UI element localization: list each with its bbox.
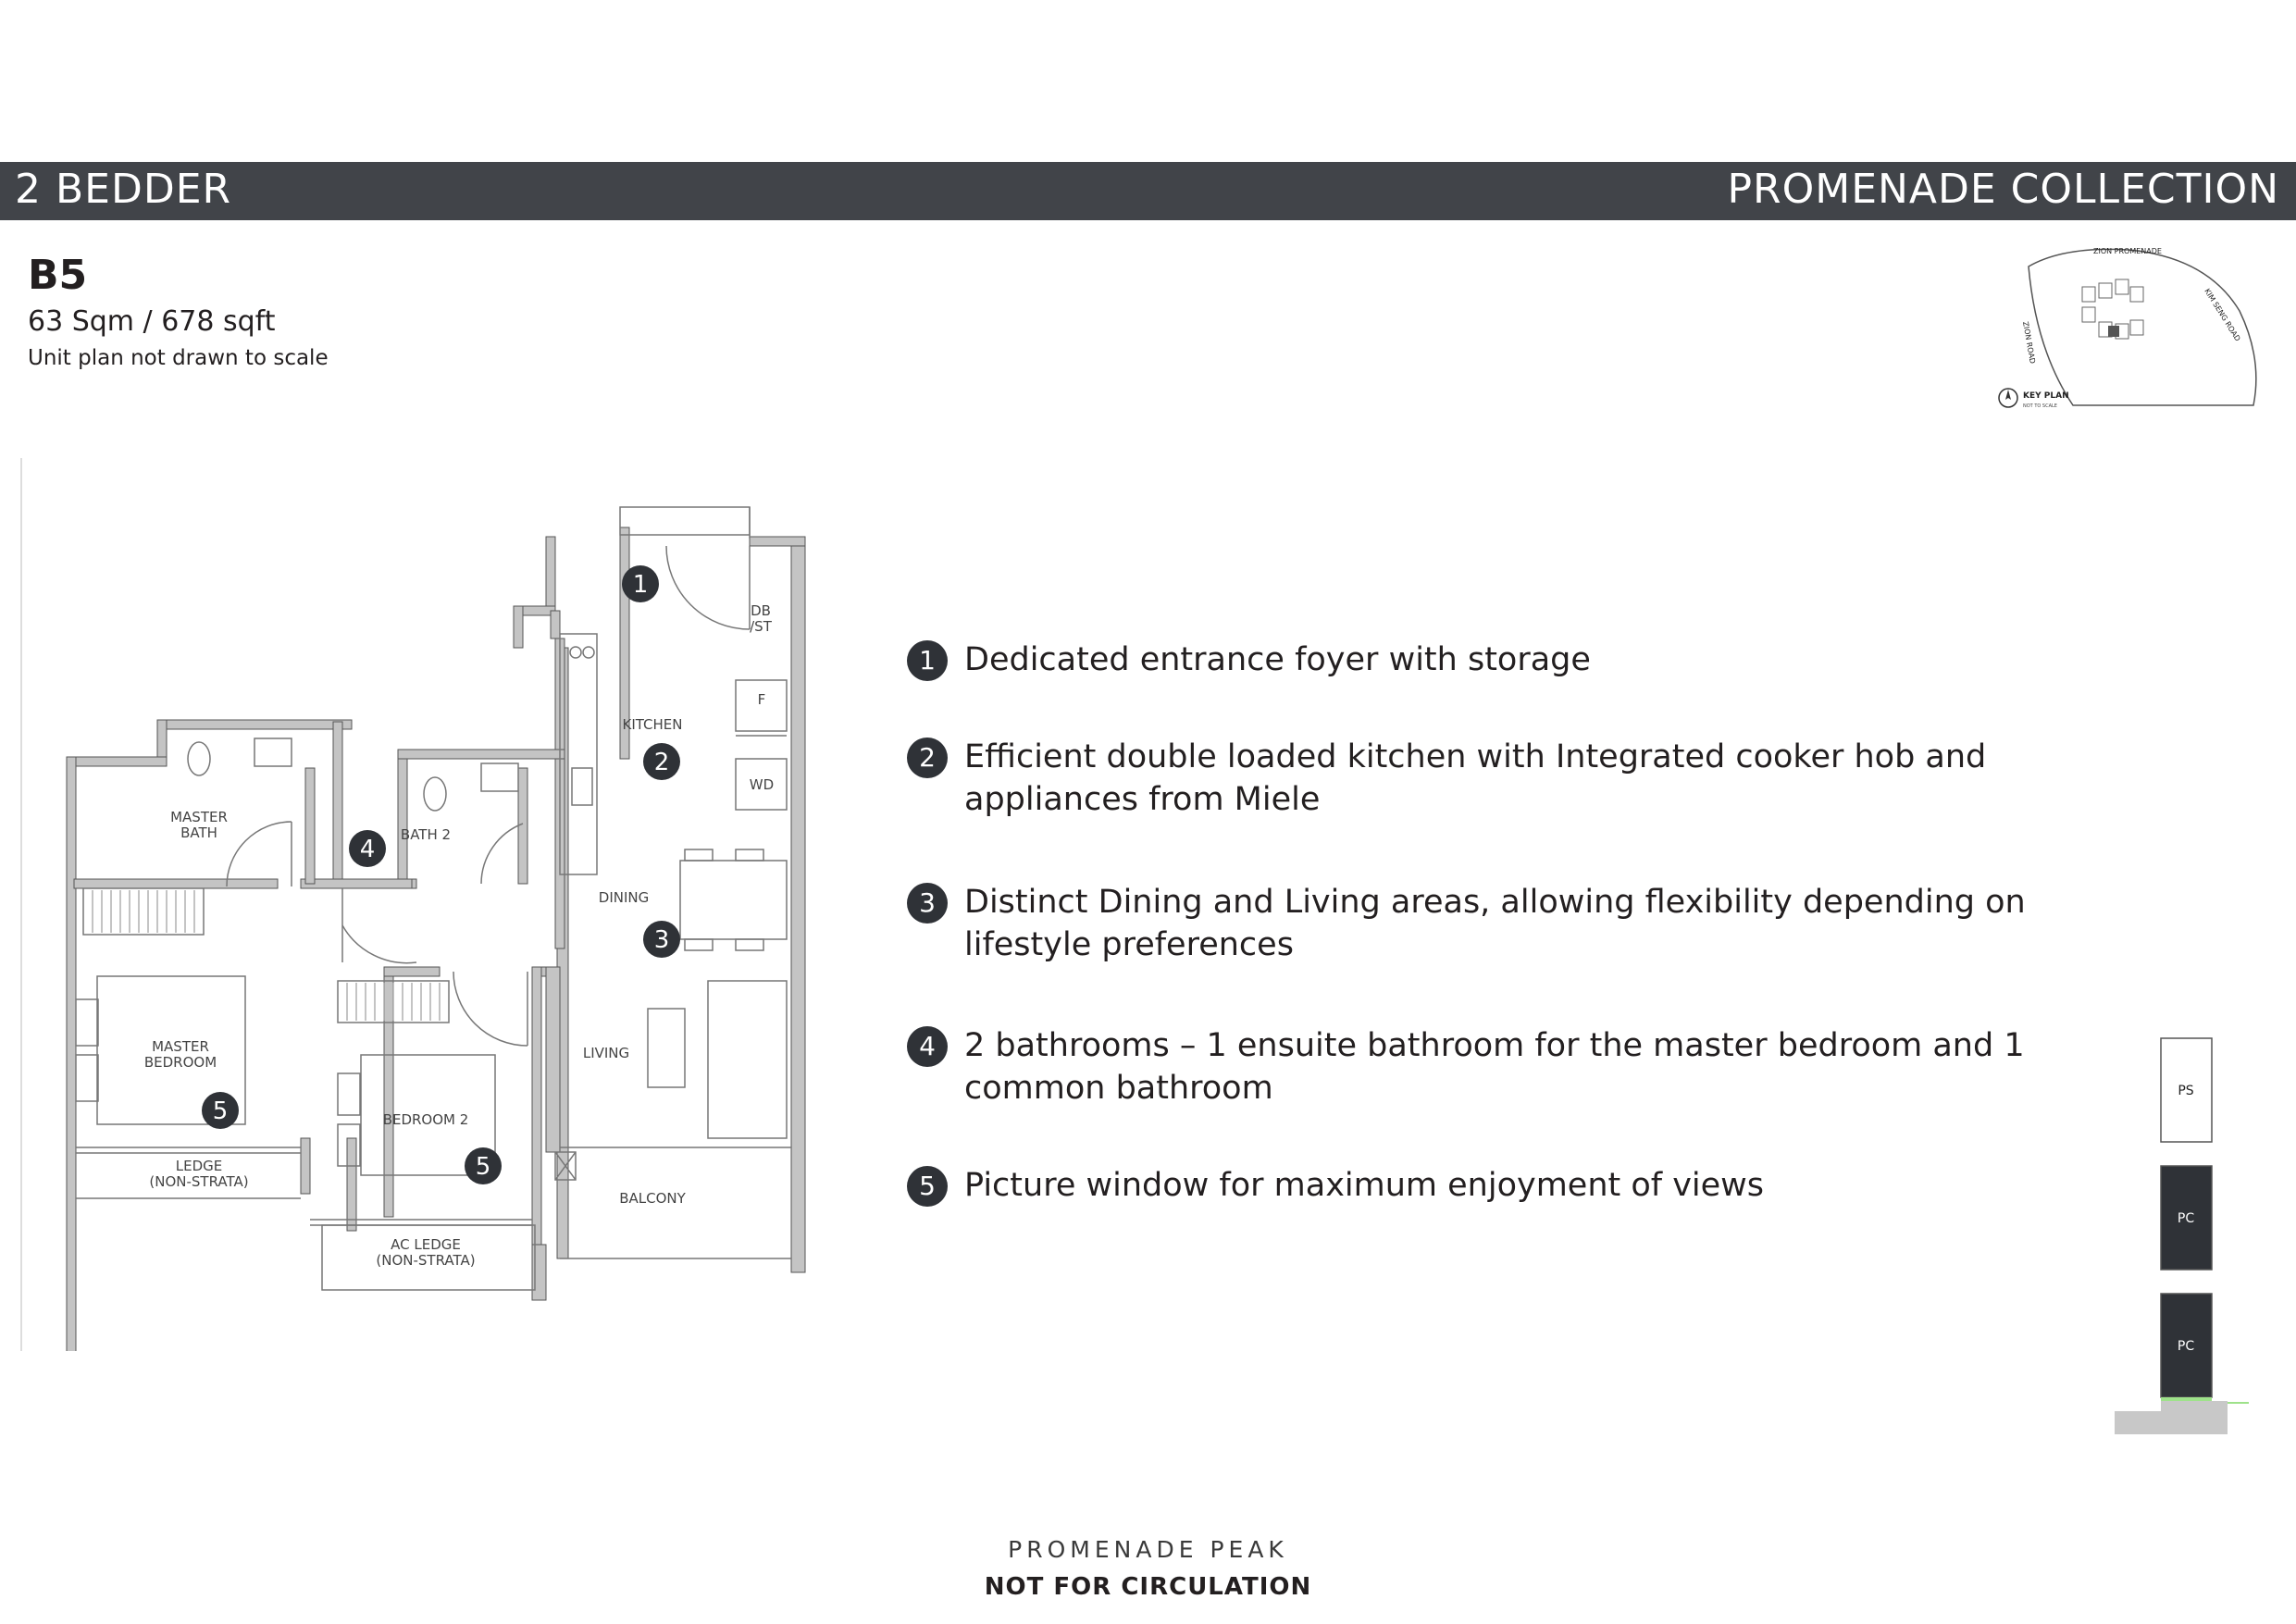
key-plan-road-1: ZION PROMENADE <box>2093 247 2162 255</box>
svg-text:2: 2 <box>653 749 670 776</box>
plan-marker-3 <box>643 921 680 958</box>
key-plan-label: KEY PLAN <box>2023 391 2069 401</box>
key-plan-sublabel: NOT TO SCALE <box>2023 403 2057 409</box>
room-label-washer: WD <box>749 776 775 793</box>
stack-label-pc-1: PC <box>2177 1211 2195 1226</box>
key-plan-road-3: ZION ROAD <box>2021 320 2037 365</box>
svg-text:4: 4 <box>359 836 376 863</box>
key-plan <box>1990 239 2267 415</box>
room-label-balcony: BALCONY <box>619 1190 686 1207</box>
room-label-master-bedroom-1: MASTER <box>152 1038 209 1055</box>
room-label-master-bedroom-2: BEDROOM <box>143 1054 217 1071</box>
feature-number: 3 <box>907 883 948 924</box>
plan-marker-5b <box>465 1147 502 1184</box>
feature-item <box>907 1164 2112 1207</box>
feature-number: 5 <box>907 1166 948 1207</box>
footer-note: NOT FOR CIRCULATION <box>984 1573 1312 1601</box>
feature-item <box>907 736 2112 821</box>
plan-marker-5a <box>202 1092 239 1129</box>
room-label-fridge: F <box>757 691 766 708</box>
unit-size: 63 Sqm / 678 sqft <box>28 305 276 338</box>
room-label-dining: DINING <box>598 889 650 906</box>
room-label-master-bath-1: MASTER <box>170 809 228 825</box>
unit-code: B5 <box>28 252 88 299</box>
room-label-ac-ledge-1: AC LEDGE <box>391 1236 461 1253</box>
room-label-master-bath-2: BATH <box>180 824 217 841</box>
plan-marker-2 <box>643 743 680 780</box>
stack-label-pc-2: PC <box>2177 1339 2195 1354</box>
footer-brand: PROMENADE PEAK <box>1008 1536 1288 1563</box>
stack-label-ps: PS <box>2178 1084 2194 1098</box>
feature-text: 2 bathrooms – 1 ensuite bathroom for the master bedroom and 1 common bathroom <box>964 1027 2025 1107</box>
room-label-bath2: BATH 2 <box>400 826 452 843</box>
feature-number: 1 <box>907 640 948 681</box>
unit-note: Unit plan not drawn to scale <box>28 346 329 370</box>
feature-item <box>907 638 2112 681</box>
room-label-ac-ledge-2: (NON-STRATA) <box>376 1252 476 1269</box>
room-label-bedroom2: BEDROOM 2 <box>382 1111 469 1128</box>
svg-text:5: 5 <box>475 1153 491 1181</box>
svg-text:1: 1 <box>632 571 649 599</box>
svg-text:5: 5 <box>212 1097 229 1125</box>
feature-text: Dedicated entrance foyer with storage <box>964 641 1591 678</box>
feature-text: Distinct Dining and Living areas, allowing flexibility depending on lifestyle preferences <box>964 884 2026 963</box>
feature-number: 2 <box>907 738 948 778</box>
room-label-kitchen: KITCHEN <box>622 716 683 733</box>
feature-number: 4 <box>907 1026 948 1067</box>
unit-category: 2 BEDDER <box>15 166 232 213</box>
collection-title: PROMENADE COLLECTION <box>1727 166 2279 213</box>
room-label-ledge-2: (NON-STRATA) <box>149 1173 249 1190</box>
room-label-ledge-1: LEDGE <box>175 1158 223 1174</box>
plan-marker-1 <box>622 565 659 602</box>
feature-item <box>907 881 2112 966</box>
key-plan-road-2: KIM SENG ROAD <box>2203 287 2242 343</box>
plan-marker-4 <box>349 830 386 867</box>
header-bar <box>0 162 2296 220</box>
room-label-db: DB <box>751 602 771 619</box>
north-arrow-icon <box>1999 389 2017 407</box>
feature-text: Efficient double loaded kitchen with Integrated cooker hob and appliances from Miele <box>964 738 1987 818</box>
room-label-living: LIVING <box>582 1045 630 1061</box>
feature-text: Picture window for maximum enjoyment of views <box>964 1167 1765 1204</box>
room-label-st: /ST <box>750 618 772 635</box>
unit-stack-diagram <box>2110 1027 2258 1444</box>
svg-text:3: 3 <box>653 926 670 954</box>
floor-plan <box>19 453 814 1351</box>
feature-item <box>907 1024 2112 1110</box>
